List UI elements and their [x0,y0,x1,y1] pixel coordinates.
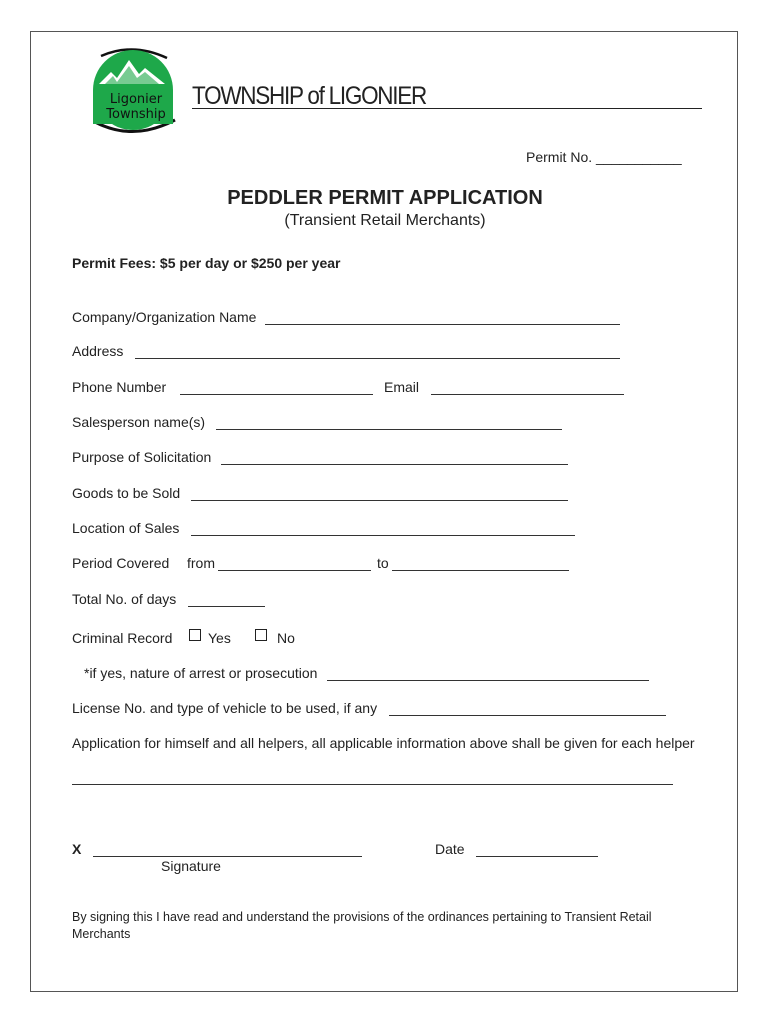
address-field[interactable] [135,358,620,359]
email-label: Email [384,379,420,395]
arrest-label: *if yes, nature of arrest or prosecution [84,665,318,681]
arrest-field[interactable] [327,680,649,681]
period-to-field[interactable] [392,570,569,571]
disclaimer-line-2: Merchants [72,927,131,941]
permit-number-field[interactable]: Permit No. ___________ [526,149,682,165]
township-title: TOWNSHIP of LIGONIER [192,82,427,110]
logo-line-2: Township [106,107,166,122]
goods-label: Goods to be Sold [72,485,181,501]
signature-label: Signature [161,858,221,874]
form-title: PEDDLER PERMIT APPLICATION [227,187,543,209]
helpers-field[interactable] [72,784,673,785]
goods-field[interactable] [191,500,568,501]
purpose-label: Purpose of Solicitation [72,449,212,465]
location-field[interactable] [191,535,575,536]
logo-line-1: Ligonier [109,92,163,107]
logo-text [96,92,176,122]
form-page [30,31,738,992]
period-to-label: to [377,555,389,571]
email-field[interactable] [431,394,624,395]
period-from-label: from [187,555,215,571]
disclaimer-line-1: By signing this I have read and understand the provisions of the ordinances pertaining to Transient Retail [72,910,652,924]
license-field[interactable] [389,715,666,716]
total-days-label: Total No. of days [72,591,177,607]
criminal-yes-label: Yes [208,630,231,646]
period-label: Period Covered [72,555,170,571]
form-subtitle: (Transient Retail Merchants) [284,212,486,229]
location-label: Location of Sales [72,520,180,536]
license-label: License No. and type of vehicle to be used, if any [72,700,378,716]
township-logo [83,44,183,136]
signature-field[interactable] [93,856,362,857]
signature-x-mark: X [72,841,82,857]
company-field[interactable] [265,324,620,325]
total-days-field[interactable] [188,606,265,607]
address-label: Address [72,343,124,359]
salesperson-label: Salesperson name(s) [72,414,206,430]
title-rule [192,108,702,109]
phone-label: Phone Number [72,379,167,395]
permit-fees: Permit Fees: $5 per day or $250 per year [72,255,341,271]
period-from-field[interactable] [218,570,371,571]
criminal-no-label: No [277,630,295,646]
helpers-note: Application for himself and all helpers, all applicable information above shall be given for each helper [72,735,695,751]
date-label: Date [435,841,465,857]
purpose-field[interactable] [221,464,568,465]
criminal-record-label: Criminal Record [72,630,173,646]
criminal-no-checkbox[interactable] [255,629,267,641]
company-label: Company/Organization Name [72,309,257,325]
phone-field[interactable] [180,394,373,395]
date-field[interactable] [476,856,598,857]
criminal-yes-checkbox[interactable] [189,629,201,641]
salesperson-field[interactable] [216,429,562,430]
